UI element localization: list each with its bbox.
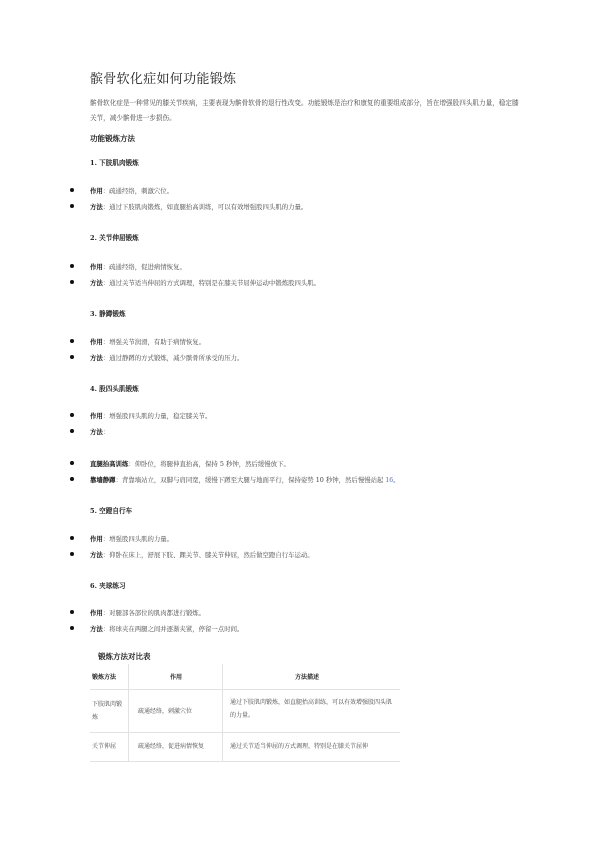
item-text: 对腿部各部位的肌肉都进行锻炼。 [109,609,206,617]
bullet-icon [70,461,74,465]
item-text: 通过关节适当伸屈的方式调理，特别是在膝关节屈伸运动中锻炼股四头肌。 [109,279,321,287]
intro-paragraph: 髌骨软化症是一种常见的膝关节疾病，主要表现为髌骨软骨的退行性改变。功能锻炼是治疗和康复的重要组成部分，旨在增强股四头肌力量，稳定膝关节，减少髌骨进一步损伤。 [90,99,519,122]
item-text: 仰卧在床上，舒展下肢、踝关节、膝关节伸屈，然后做空蹬自行车运动。 [109,551,314,559]
table-header: 方法描述 [295,674,320,681]
bullet-icon [70,280,74,284]
item-label: 靠墙静蹲 [90,476,116,484]
table-divider [90,761,400,762]
bullet-icon [70,626,74,630]
item-label: 方法 [90,625,103,633]
bullet-icon [70,264,74,268]
section-title-6: 6. 夹球练习 [90,582,126,590]
table-title: 锻炼方法对比表 [98,652,151,661]
table-divider [90,732,400,733]
comparison-table [90,664,400,762]
table-cell: 通过下肢肌肉锻炼，如直腿抬高训练，可以有效增强股四头肌的力量。 [230,699,393,719]
section-title-5: 5. 空蹬自行车 [90,507,133,515]
item-text: 通过静蹲的方式锻炼，减少髌骨所承受的压力。 [109,354,244,362]
item-label: 方法 [90,279,103,287]
table-cell: 疏通经络，促进病情恢复 [138,743,205,750]
bullet-icon [70,355,74,359]
item-label: 作用 [90,535,103,543]
item-label: 方法 [90,203,103,211]
table-divider [222,664,223,762]
item-label: 作用 [90,412,103,420]
table-header: 锻炼方法 [92,674,117,681]
item-label: 作用 [90,187,103,195]
citation-link[interactable]: 16 [385,477,394,484]
item-text: 仰卧位，将腿伸直抬高，保持 5 秒钟，然后缓慢放下。 [134,460,290,468]
page-title: 髌骨软化症如何功能锻炼 [90,72,237,87]
table-divider [90,689,400,690]
section-heading: 功能锻炼方法 [90,134,135,143]
item-label: 方法 [90,354,103,362]
item-text: 增强关节润滑，有助于病情恢复。 [109,338,206,346]
bullet-icon [70,610,74,614]
section-title-2: 2. 关节伸屈锻炼 [90,234,139,242]
bullet-icon [70,188,74,192]
item-label: 直腿抬高训练 [90,460,129,468]
table-cell: 关节伸屈 [92,743,117,750]
item-text: 疏通经络，刺激穴位。 [109,187,174,195]
item-label: 作用 [90,338,103,346]
bullet-icon [70,413,74,417]
item-text: 增强股四头肌的力量。 [109,535,174,543]
document-page: 髌骨软化症如何功能锻炼 髌骨软化症是一种常见的膝关节疾病，主要表现为髌骨软骨的退行性改变。功能锻炼是治疗和康复的重要组成部分，旨在增强股四头肌力量，稳定膝关节，减少髌骨进一步损伤。 功能锻炼方法 1. 下肢肌肉锻炼 作用：疏通经络，刺激穴位。 方法：通过下肢肌肉锻炼，如直腿抬高训练，可以有效增强股四头肌的力量。 2. 关节伸屈锻炼 作用：疏通经络，促进病情恢复。 方法：通过关节适当伸屈的方式调理，特别是在膝关节屈伸运动中锻炼股四头肌。 3. 静蹲锻炼 作用：增强关节润滑，有助于病情恢复。 方法：通过静蹲的方式锻炼，减少髌骨所承受的压力。 4. 股四头肌锻炼 作用：增强股四头肌的力量，稳定膝关节。 方法： 直腿抬高训练：仰卧位，将腿伸直抬高，保持 5 秒钟，然后缓慢放下。 靠墙静蹲：背靠墙站立，双脚与肩同宽，缓慢下蹲至大腿与地面平行，保持姿势 10 秒钟，然后慢慢站起 16。 5. 空蹬自行车 作用：增强股四头肌的力量。 方法：仰卧在床上，舒展下肢、踝关节、膝关节伸屈，然后做空蹬自行车运动。 6. 夹球练习 作用：对腿部各部位的肌肉都进行锻炼。 方法：将球夹在两腿之间并逐渐夹紧，停留一点时间。 锻炼方法对比表 锻炼方法 作用 方法描述 下肢肌肉锻炼 疏通经络，刺激穴位 通过下肢肌肉锻炼，如直腿抬高训练，可以有效增强股四头肌的力量。 关节伸屈 疏通经络，促进病情恢复 通过关节适当伸屈的方式调理，特别是在膝关节屈伸 [0,0,595,841]
table-cell: 下肢肌肉锻炼 [92,701,123,721]
section-title-1: 1. 下肢肌肉锻炼 [90,159,139,167]
section-title-3: 3. 静蹲锻炼 [90,310,126,318]
item-label: 方法 [90,428,103,436]
bullet-icon [70,429,74,433]
table-divider [128,664,129,762]
item-text: 通过下肢肌肉锻炼，如直腿抬高训练，可以有效增强股四头肌的力量。 [109,203,308,211]
bullet-icon [70,536,74,540]
table-cell: 疏通经络，刺激穴位 [138,708,193,715]
item-text: 增强股四头肌的力量，稳定膝关节。 [109,412,212,420]
bullet-icon [70,552,74,556]
item-label: 方法 [90,551,103,559]
item-label: 作用 [90,263,103,271]
table-cell: 通过关节适当伸屈的方式调理，特别是在膝关节屈伸 [230,743,369,750]
bullet-icon [70,477,74,481]
item-label: 作用 [90,609,103,617]
bullet-icon [70,204,74,208]
section-title-4: 4. 股四头肌锻炼 [90,385,139,393]
bullet-icon [70,339,74,343]
item-text: 将球夹在两腿之间并逐渐夹紧，停留一点时间。 [109,625,244,633]
item-text: 背靠墙站立，双脚与肩同宽，缓慢下蹲至大腿与地面平行，保持姿势 10 秒钟，然后慢慢站起 [121,476,384,484]
table-header: 作用 [170,674,183,681]
item-text: 疏通经络，促进病情恢复。 [109,263,186,271]
